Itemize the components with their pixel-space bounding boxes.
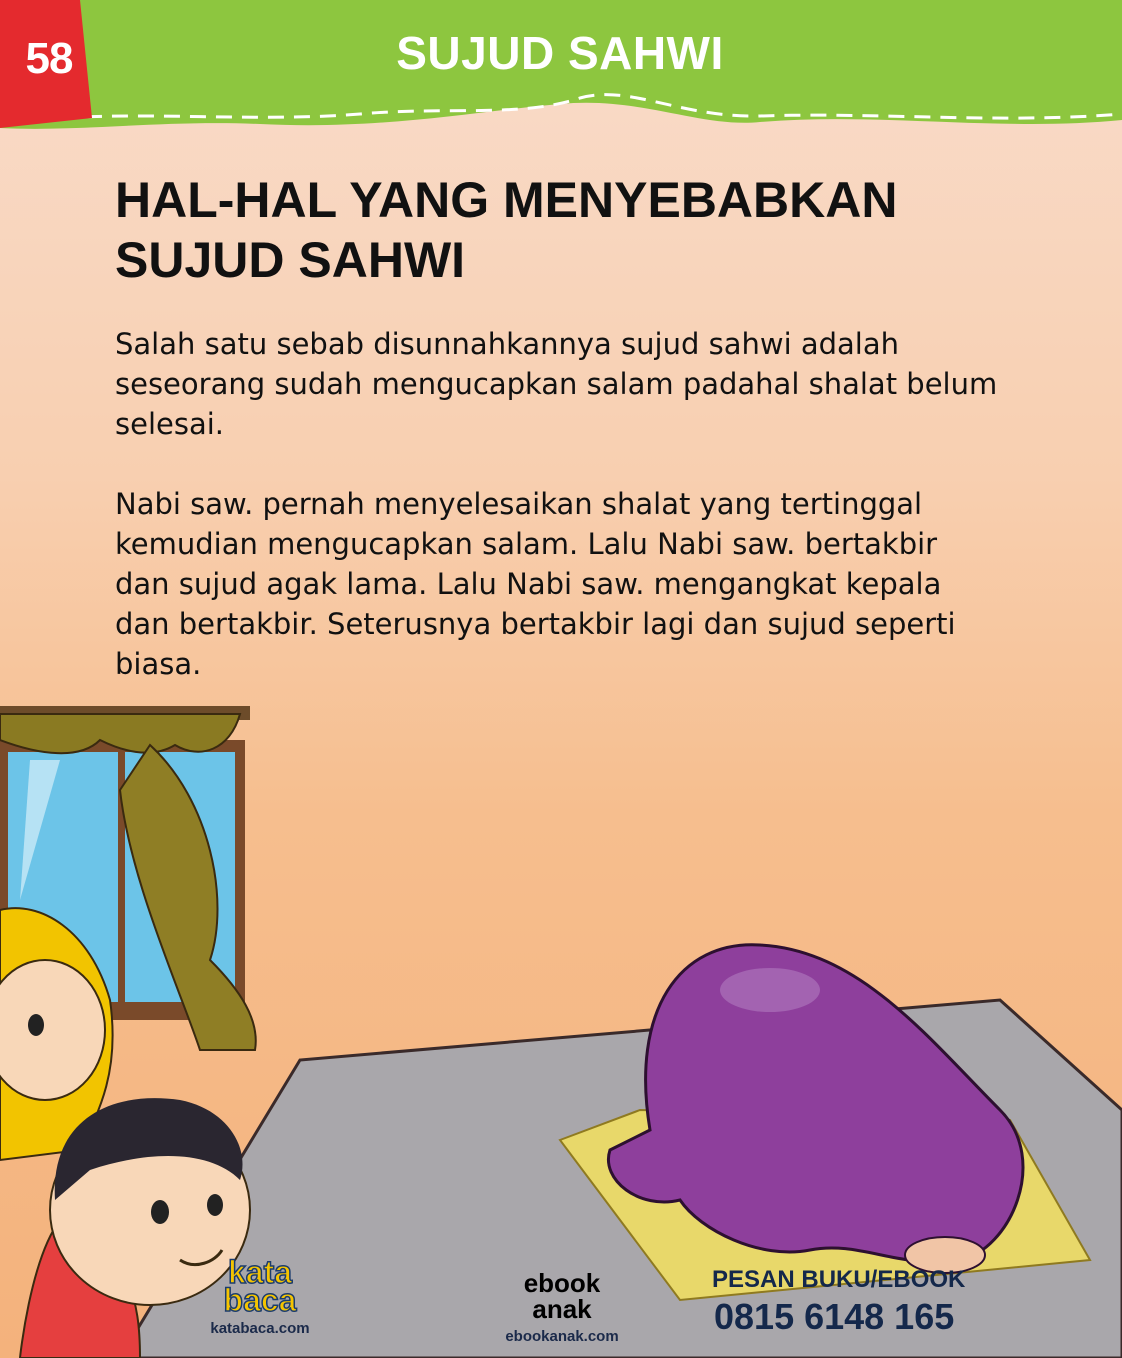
paragraph-line: dan bertakbir. Seterusnya bertakbir lagi dan sujud seperti [115,607,956,641]
paragraph-line: kemudian mengucapkan salam. Lalu Nabi saw. bertakbir [115,527,938,561]
paragraph-line: seseorang sudah mengucapkan salam padahal shalat belum [115,367,998,401]
paragraph-line: dan sujud agak lama. Lalu Nabi saw. mengangkat kepala [115,567,942,601]
order-label: PESAN BUKU/EBOOK [712,1266,966,1293]
paragraph-2 [115,484,1015,684]
paragraph-line: Nabi saw. pernah menyelesaikan shalat yang tertinggal [115,487,923,521]
paragraph-line: biasa. [115,647,202,681]
prayer-illustration [0,690,1122,1358]
heading-line: HAL-HAL YANG MENYEBABKAN [115,172,898,228]
paragraph-line: Salah satu sebab disunnahkannya sujud sahwi adalah [115,327,900,361]
chapter-title: SUJUD SAHWI [396,27,724,79]
ebookanak-logo: ebook anak [523,1268,601,1324]
katabaca-brand[interactable] [200,1254,320,1337]
header-banner [0,0,1122,150]
ebookanak-url[interactable]: ebookanak.com [505,1328,619,1345]
order-phone[interactable]: 0815 6148 165 [714,1296,955,1337]
paragraph-line: selesai. [115,407,225,441]
section-heading [115,170,995,290]
page-number: 58 [25,34,73,83]
ebookanak-brand[interactable] [492,1270,632,1345]
katabaca-url[interactable]: katabaca.com [210,1320,310,1337]
katabaca-logo: kata baca [223,1254,297,1318]
heading-line: SUJUD SAHWI [115,232,466,288]
paragraph-1 [115,324,1015,444]
